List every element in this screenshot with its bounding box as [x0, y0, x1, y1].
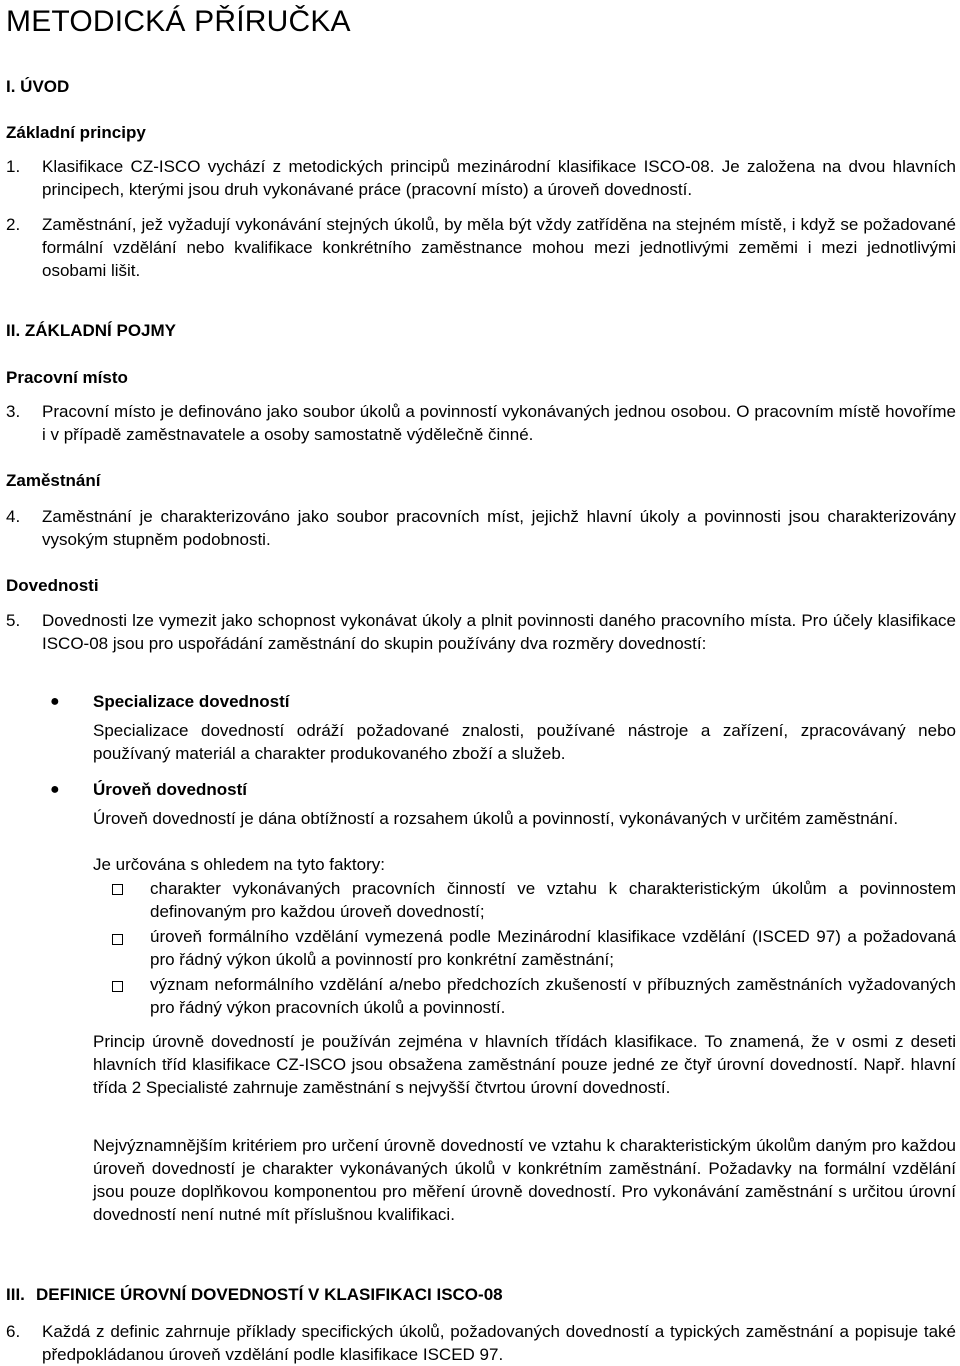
bullet-icon: ●: [50, 693, 60, 710]
paragraph-4: Zaměstnání je charakterizováno jako soubor pracovních míst, jejichž hlavní úkoly a povinnosti jsou charakterizovány vysokým stupněm podobnosti.: [42, 507, 956, 549]
bullet-text-uroven: Úroveň dovedností je dána obtížností a rozsahem úkolů a povinností, vykonávaných v určitém zaměstnání.: [93, 809, 899, 828]
subheading-zakladni-principy: Základní principy: [6, 123, 146, 142]
paragraph-kriterium: Nejvýznamnějším kritériem pro určení úrovně dovedností ve vztahu k charakteristickým úkolům daným pro každou úroveň dovedností je charakter vykonávaných úkolů v konkrétním zaměstnání. Požadavky na formální vzdělání jsou pouze doplňkovou komponentou pro měření úrovně dovedností. Pro vykonávání zaměstnání s určitou úrovní dovedností není nutné mít příslušnou kvalifikaci.: [93, 1136, 956, 1224]
paragraph-3: Pracovní místo je definováno jako soubor úkolů a povinností vykonávaných jednou osobou. O pracovním místě hovoříme i v případě zaměstnavatele a osoby samostatně výdělečně činné.: [42, 402, 956, 444]
paragraph-number: 3.: [6, 402, 21, 421]
subheading-dovednosti: Dovednosti: [6, 576, 99, 595]
bullet-title-uroven: Úroveň dovedností: [93, 780, 247, 799]
factor-item: charakter vykonávaných pracovních činností ve vztahu k charakteristickým úkolům a povinnostem definovaným pro každou úroveň dovedností;: [150, 879, 956, 921]
factor-item: úroveň formálního vzdělání vymezená podle Mezinárodní klasifikace vzdělání (ISCED 97) a požadovaná pro řádný výkon úkolů a povinností pro konkrétní zaměstnání;: [150, 927, 956, 969]
section-heading-definice: DEFINICE ÚROVNÍ DOVEDNOSTÍ V KLASIFIKACI ISCO-08: [36, 1285, 503, 1304]
section-number: III.: [6, 1285, 25, 1304]
checkbox-square-icon: [112, 884, 123, 895]
paragraph-number: 6.: [6, 1322, 21, 1341]
checkbox-square-icon: [112, 934, 123, 945]
paragraph-number: 2.: [6, 215, 21, 234]
subheading-pracovni-misto: Pracovní místo: [6, 368, 128, 387]
section-heading-uvod: I. ÚVOD: [6, 77, 70, 96]
paragraph-princip: Princip úrovně dovedností je používán zejména v hlavních třídách klasifikace. To znamená, že v osmi z deseti hlavních tříd klasifikace CZ-ISCO jsou obsažena zaměstnání pouze jedné ze čtyř úrovní dovedností. Např. hlavní třída 2 Specialisté zahrnuje zaměstnání s nejvyšší čtvrtou úrovní dovedností.: [93, 1032, 956, 1097]
paragraph-number: 4.: [6, 507, 21, 526]
bullet-text-specializace: Specializace dovedností odráží požadované znalosti, používané nástroje a zařízení, zpracovávaný nebo používaný materiál a charakter produkovaného zboží a služeb.: [93, 721, 956, 763]
bullet-title-specializace: Specializace dovedností: [93, 692, 290, 711]
factor-item: význam neformálního vzdělání a/nebo předchozích zkušeností v příbuzných zaměstnáních vyžadovaných pro řádný výkon pracovních úkolů a povinností.: [150, 975, 956, 1017]
factors-lead: Je určována s ohledem na tyto faktory:: [93, 855, 385, 874]
paragraph-5: Dovednosti lze vymezit jako schopnost vykonávat úkoly a plnit povinnosti daného pracovního místa. Pro účely klasifikace ISCO-08 jsou pro uspořádání zaměstnání do skupin používány dva rozměry dovedností:: [42, 611, 956, 653]
section-heading-zakladni-pojmy: II. ZÁKLADNÍ POJMY: [6, 321, 177, 340]
paragraph-number: 1.: [6, 157, 21, 176]
bullet-icon: ●: [50, 781, 60, 798]
paragraph-1: Klasifikace CZ-ISCO vychází z metodických principů mezinárodní klasifikace ISCO-08. Je založena na dvou hlavních principech, kterými jsou druh vykonávané práce (pracovní místo) a úroveň dovedností.: [42, 157, 956, 199]
paragraph-6: Každá z definic zahrnuje příklady specifických úkolů, požadovaných dovedností a typických zaměstnání a popisuje také předpokládanou úroveň vzdělání podle klasifikace ISCED 97.: [42, 1322, 956, 1364]
page-title: METODICKÁ PŘÍRUČKA: [6, 5, 351, 38]
paragraph-number: 5.: [6, 611, 21, 630]
subheading-zamestnani: Zaměstnání: [6, 471, 101, 490]
checkbox-square-icon: [112, 981, 123, 992]
paragraph-2: Zaměstnání, jež vyžadují vykonávání stejných úkolů, by měla být vždy zatříděna na stejném místě, i když se požadované formální vzdělání nebo kvalifikace konkrétního zaměstnance mohou mezi jednotlivými zeměmi i mezi jednotlivými osobami lišit.: [42, 215, 956, 280]
